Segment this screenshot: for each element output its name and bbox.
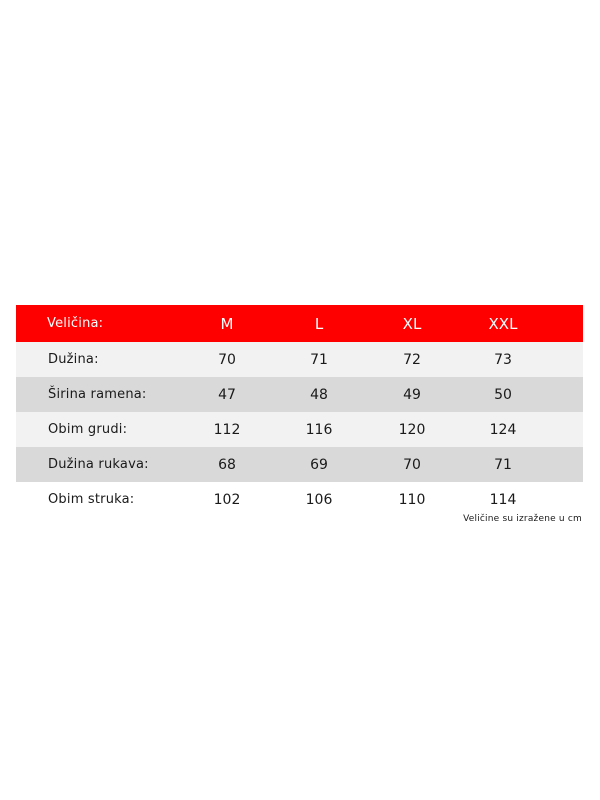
row-label: Obim grudi: <box>48 422 128 437</box>
table-row-waist <box>16 482 583 517</box>
table-row-length <box>16 342 583 377</box>
cell-value: 116 <box>305 421 333 438</box>
cell-value: 114 <box>489 491 517 508</box>
header-size-xxl: XXL <box>488 314 518 333</box>
cell-value: 70 <box>218 351 236 368</box>
header-size-m: M <box>220 314 234 333</box>
cell-value: 106 <box>305 491 333 508</box>
cell-value: 68 <box>218 456 236 473</box>
table-header-row <box>16 305 583 342</box>
cell-value: 47 <box>218 386 236 403</box>
cell-value: 110 <box>398 491 426 508</box>
row-label: Dužina rukava: <box>48 457 149 472</box>
row-label: Obim struka: <box>48 492 135 507</box>
cell-value: 69 <box>310 456 328 473</box>
cell-value: 72 <box>403 351 421 368</box>
cell-value: 73 <box>494 351 512 368</box>
size-chart-table <box>16 305 583 517</box>
cell-value: 120 <box>398 421 426 438</box>
cell-value: 71 <box>310 351 328 368</box>
table-row-shoulder-width <box>16 377 583 412</box>
table-row-chest <box>16 412 583 447</box>
cell-value: 102 <box>213 491 241 508</box>
cell-value: 48 <box>310 386 328 403</box>
cell-value: 112 <box>213 421 241 438</box>
cell-value: 70 <box>403 456 421 473</box>
cell-value: 49 <box>403 386 421 403</box>
header-size-l: L <box>314 314 324 333</box>
cell-value: 50 <box>494 386 512 403</box>
cell-value: 124 <box>489 421 517 438</box>
units-note: Veličine su izražene u cm <box>463 514 582 524</box>
row-label: Širina ramena: <box>48 387 147 402</box>
cell-value: 71 <box>494 456 512 473</box>
table-row-sleeve-length <box>16 447 583 482</box>
header-size-xl: XL <box>402 314 422 333</box>
header-label-size: Veličina: <box>47 316 104 331</box>
row-label: Dužina: <box>48 352 99 367</box>
